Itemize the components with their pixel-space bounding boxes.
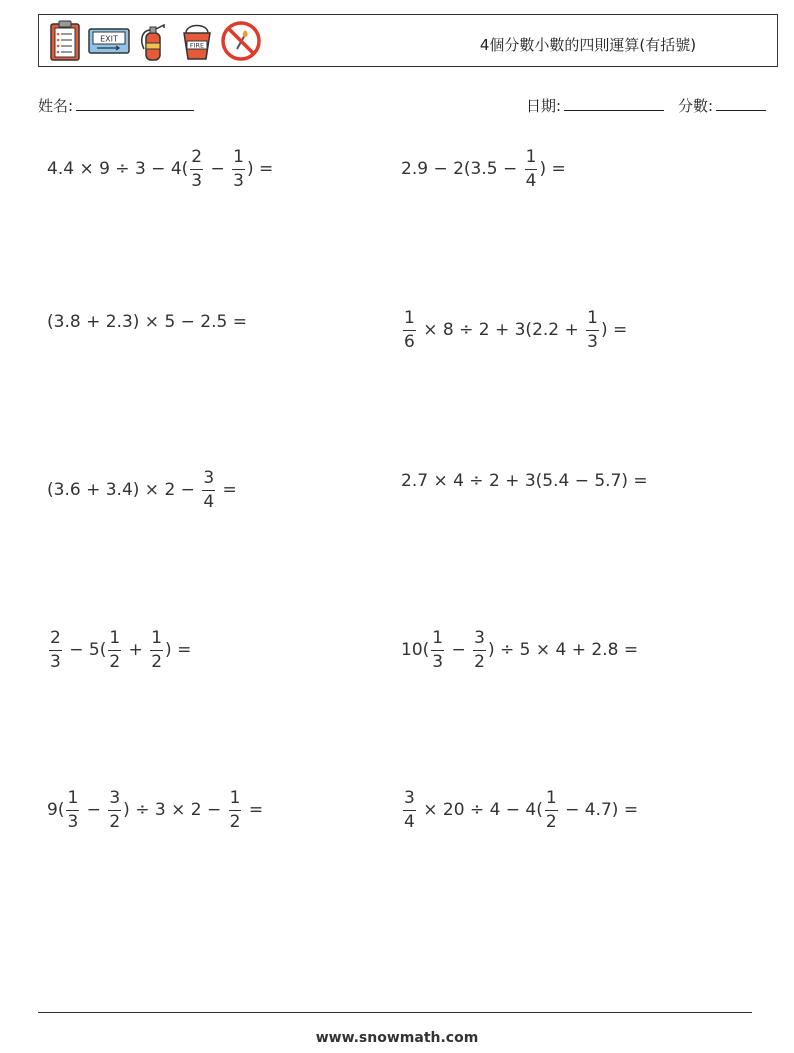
fraction (473, 627, 486, 672)
fraction-denominator: 3 (50, 651, 61, 672)
score-field (678, 95, 766, 116)
fraction-numerator: 3 (474, 627, 485, 648)
exit-sign-icon (87, 19, 131, 63)
fraction-denominator: 4 (203, 491, 215, 512)
problem-text: 2.9 − 2(3.5 − (401, 159, 523, 179)
problem-text: ) ÷ 3 × 2 − (123, 800, 227, 820)
fraction (108, 627, 121, 672)
problem-5 (47, 460, 237, 520)
no-fire-icon (219, 19, 263, 63)
date-field (526, 95, 664, 116)
fraction-numerator: 3 (404, 787, 415, 808)
fraction-numerator: 2 (191, 146, 203, 167)
svg-text:EXIT: EXIT (100, 34, 118, 44)
fraction-denominator: 3 (587, 331, 598, 352)
fraction (403, 787, 416, 832)
fraction (232, 146, 245, 191)
problem-text: ) = (600, 320, 628, 340)
fraction-numerator: 1 (587, 307, 598, 328)
fire-bucket-icon (175, 19, 219, 63)
fraction (403, 307, 416, 352)
fraction (586, 307, 599, 352)
name-field (38, 95, 194, 116)
fraction (190, 146, 203, 191)
fraction (545, 787, 558, 832)
problem-text: ) ÷ 5 × 4 + 2.8 = (487, 640, 639, 660)
fraction-denominator: 4 (525, 170, 537, 191)
fraction-denominator: 2 (229, 811, 241, 832)
problem-7 (47, 620, 191, 680)
problem-1 (47, 139, 273, 199)
fraction-numerator: 1 (525, 146, 537, 167)
fraction-numerator: 1 (233, 146, 244, 167)
problem-text: − 5( (63, 640, 107, 660)
page-title: 4個分數小數的四則運算(有括號) (479, 36, 697, 54)
footer-url: www.snowmath.com (315, 1030, 479, 1046)
fraction-denominator: 3 (233, 170, 244, 191)
date-blank[interactable] (564, 96, 664, 111)
fraction-numerator: 1 (432, 627, 444, 648)
problem-text: = (243, 800, 264, 820)
fraction-numerator: 1 (229, 787, 241, 808)
score-blank[interactable] (716, 96, 766, 111)
problem-text: × 20 ÷ 4 − 4( (417, 800, 543, 820)
name-blank[interactable] (76, 96, 194, 111)
fraction (108, 787, 121, 832)
fraction-denominator: 3 (67, 811, 79, 832)
problem-text: ) = (539, 159, 566, 179)
fraction-numerator: 2 (50, 627, 61, 648)
fraction-denominator: 6 (404, 331, 415, 352)
problem-10 (401, 780, 638, 840)
problem-text: × 8 ÷ 2 + 3(2.2 + (417, 320, 585, 340)
problem-text: = (217, 480, 237, 500)
date-label: 日期: (526, 97, 562, 115)
clipboard-checklist-icon (43, 19, 87, 63)
fraction-denominator: 2 (109, 811, 121, 832)
fraction-numerator: 3 (109, 787, 121, 808)
problem-text: 4.4 × 9 ÷ 3 − 4( (47, 159, 189, 179)
problem-text: ) = (247, 159, 274, 179)
svg-text:FIRE: FIRE (189, 41, 205, 50)
fraction-denominator: 3 (191, 170, 203, 191)
footer-divider (38, 1012, 752, 1013)
fraction (525, 146, 538, 191)
fraction-numerator: 1 (404, 307, 415, 328)
fraction-denominator: 2 (109, 651, 121, 672)
fraction (202, 467, 215, 512)
fraction-denominator: 4 (404, 811, 415, 832)
problem-text: − (81, 800, 107, 820)
fraction-numerator: 1 (545, 787, 557, 808)
problem-text: − (205, 159, 231, 179)
problem-3 (47, 292, 247, 352)
problem-text: ) = (165, 640, 192, 660)
problem-text: 10( (401, 640, 430, 660)
fraction (49, 627, 62, 672)
problem-text: (3.8 + 2.3) × 5 − 2.5 = (47, 312, 247, 332)
fraction (150, 627, 163, 672)
problem-text: (3.6 + 3.4) × 2 − (47, 480, 201, 500)
fraction-numerator: 3 (203, 467, 215, 488)
problem-2 (401, 139, 566, 199)
problem-text: 9( (47, 800, 65, 820)
problem-9 (47, 780, 263, 840)
problem-8 (401, 620, 638, 680)
fraction-numerator: 1 (151, 627, 163, 648)
problem-text: 2.7 × 4 ÷ 2 + 3(5.4 − 5.7) = (401, 471, 648, 491)
problem-6 (401, 451, 648, 511)
problem-text: − (446, 640, 472, 660)
fraction (66, 787, 79, 832)
fraction-denominator: 3 (432, 651, 444, 672)
problem-4 (401, 300, 627, 360)
fraction-denominator: 2 (545, 811, 557, 832)
fraction-denominator: 2 (151, 651, 163, 672)
fraction (431, 627, 444, 672)
fraction (229, 787, 242, 832)
problem-text: + (123, 640, 149, 660)
fraction-numerator: 1 (67, 787, 79, 808)
fraction-denominator: 2 (474, 651, 485, 672)
header-box (38, 14, 778, 67)
problem-text: − 4.7) = (559, 800, 639, 820)
score-label: 分數: (678, 97, 714, 115)
fire-extinguisher-icon (131, 19, 175, 63)
fraction-numerator: 1 (109, 627, 121, 648)
name-label: 姓名: (38, 97, 74, 115)
